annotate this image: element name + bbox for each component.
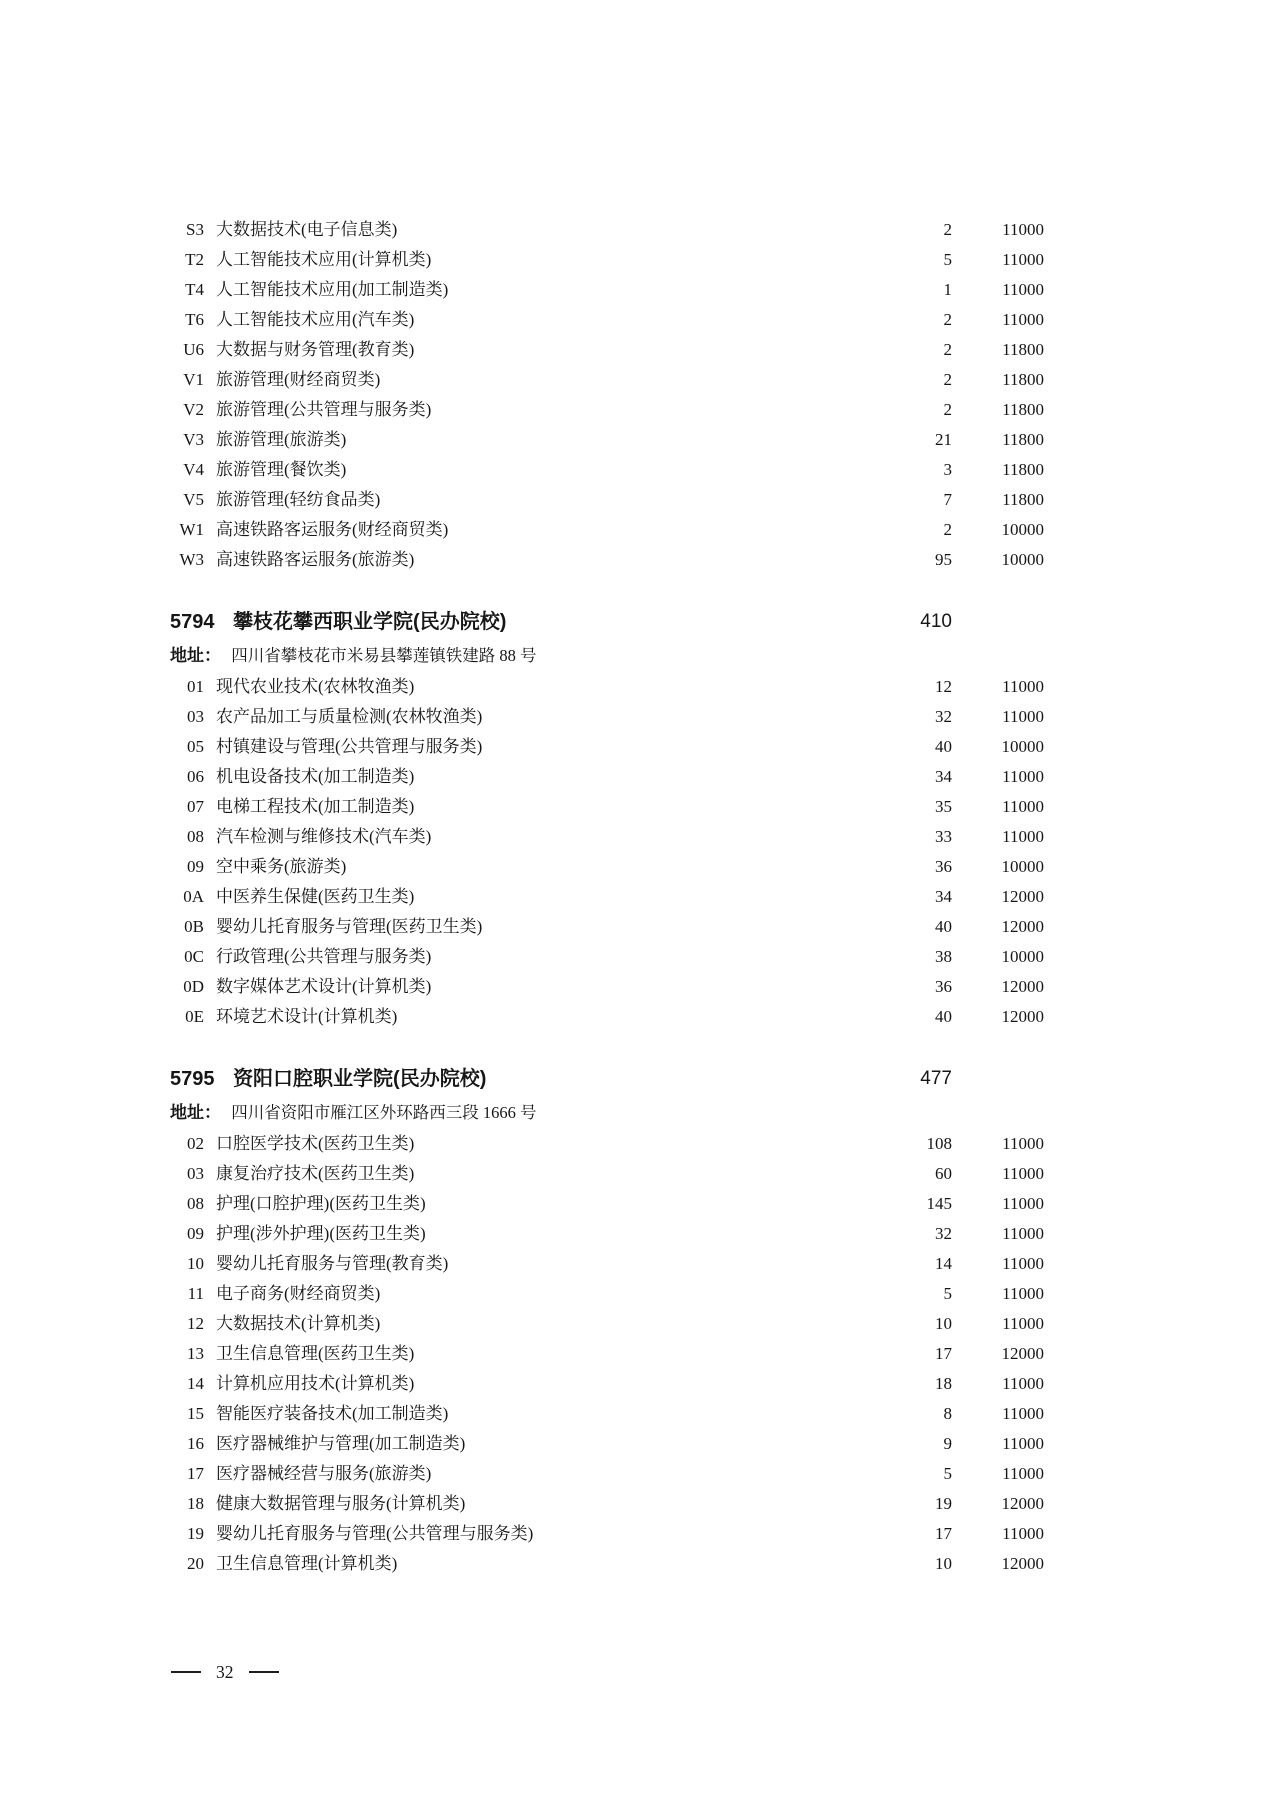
program-name: 婴幼儿托育服务与管理(教育类) bbox=[216, 1254, 449, 1273]
program-name: 护理(口腔护理)(医药卫生类) bbox=[216, 1194, 426, 1213]
program-tuition-fee: 11000 bbox=[1002, 1434, 1044, 1453]
school-code: 5795 bbox=[170, 1068, 215, 1090]
program-plan-count: 2 bbox=[943, 400, 952, 419]
program-plan-count: 3 bbox=[943, 460, 952, 479]
program-plan-count: 17 bbox=[935, 1344, 952, 1363]
program-name: 婴幼儿托育服务与管理(公共管理与服务类) bbox=[216, 1524, 534, 1543]
program-plan-count: 145 bbox=[926, 1194, 952, 1213]
program-tuition-fee: 12000 bbox=[1001, 1007, 1044, 1026]
program-name: 医疗器械维护与管理(加工制造类) bbox=[216, 1434, 466, 1453]
program-plan-count: 5 bbox=[943, 1284, 952, 1303]
program-code: 11 bbox=[187, 1284, 204, 1303]
page-footer bbox=[171, 1660, 279, 1684]
program-tuition-fee: 11000 bbox=[1002, 1194, 1044, 1213]
school-name: 资阳口腔职业学院(民办院校) bbox=[233, 1068, 487, 1090]
program-plan-count: 32 bbox=[935, 1224, 952, 1243]
header-spacer bbox=[952, 605, 1044, 639]
program-code: 07 bbox=[187, 797, 204, 816]
program-code: V2 bbox=[183, 400, 204, 419]
program-tuition-fee: 11000 bbox=[1002, 1134, 1044, 1153]
program-row bbox=[170, 672, 1044, 702]
program-code: 0B bbox=[184, 917, 204, 936]
program-name: 口腔医学技术(医药卫生类) bbox=[216, 1134, 415, 1153]
program-code: 15 bbox=[187, 1404, 204, 1423]
program-row bbox=[170, 215, 1044, 245]
program-code: 05 bbox=[187, 737, 204, 756]
program-rows bbox=[170, 215, 1044, 575]
program-code: 08 bbox=[187, 1194, 204, 1213]
program-row bbox=[170, 792, 1044, 822]
program-tuition-fee: 10000 bbox=[1001, 520, 1044, 539]
address-line bbox=[170, 1100, 1044, 1126]
program-code: 08 bbox=[187, 827, 204, 846]
program-tuition-fee: 10000 bbox=[1001, 947, 1044, 966]
program-row bbox=[170, 455, 1044, 485]
program-name: 电子商务(财经商贸类) bbox=[216, 1284, 381, 1303]
program-name: 行政管理(公共管理与服务类) bbox=[216, 947, 432, 966]
program-name: 婴幼儿托育服务与管理(医药卫生类) bbox=[216, 917, 483, 936]
school-title bbox=[170, 605, 880, 639]
program-tuition-fee: 12000 bbox=[1001, 1494, 1044, 1513]
program-plan-count: 33 bbox=[935, 827, 952, 846]
address-line bbox=[170, 643, 1044, 669]
program-name: 智能医疗装备技术(加工制造类) bbox=[216, 1404, 449, 1423]
program-plan-count: 40 bbox=[935, 917, 952, 936]
program-plan-count: 34 bbox=[935, 887, 952, 906]
program-plan-count: 21 bbox=[935, 430, 952, 449]
program-row bbox=[170, 912, 1044, 942]
program-code: 18 bbox=[187, 1494, 204, 1513]
program-code: 10 bbox=[187, 1254, 204, 1273]
program-row bbox=[170, 245, 1044, 275]
program-plan-count: 40 bbox=[935, 1007, 952, 1026]
program-code: V4 bbox=[183, 460, 204, 479]
program-code: 03 bbox=[187, 1164, 204, 1183]
program-plan-count: 10 bbox=[935, 1314, 952, 1333]
program-row bbox=[170, 1309, 1044, 1339]
program-code: 03 bbox=[187, 707, 204, 726]
program-tuition-fee: 10000 bbox=[1001, 550, 1044, 569]
program-tuition-fee: 12000 bbox=[1001, 887, 1044, 906]
program-tuition-fee: 10000 bbox=[1001, 737, 1044, 756]
program-row bbox=[170, 425, 1044, 455]
program-tuition-fee: 11000 bbox=[1002, 1314, 1044, 1333]
program-tuition-fee: 11800 bbox=[1002, 490, 1044, 509]
program-plan-count: 95 bbox=[935, 550, 952, 569]
program-name: 农产品加工与质量检测(农林牧渔类) bbox=[216, 707, 483, 726]
program-code: U6 bbox=[183, 340, 204, 359]
program-name: 汽车检测与维修技术(汽车类) bbox=[216, 827, 432, 846]
program-row bbox=[170, 1189, 1044, 1219]
program-code: 0C bbox=[184, 947, 204, 966]
program-row bbox=[170, 1279, 1044, 1309]
program-plan-count: 2 bbox=[943, 310, 952, 329]
program-plan-count: 2 bbox=[943, 340, 952, 359]
program-code: 0A bbox=[183, 887, 204, 906]
program-row bbox=[170, 732, 1044, 762]
program-name: 中医养生保健(医药卫生类) bbox=[216, 887, 415, 906]
program-plan-count: 10 bbox=[935, 1554, 952, 1573]
header-spacer bbox=[952, 1062, 1044, 1096]
program-plan-count: 38 bbox=[935, 947, 952, 966]
school-section-5794 bbox=[170, 605, 1044, 1032]
program-plan-count: 2 bbox=[943, 520, 952, 539]
program-code: T2 bbox=[185, 250, 204, 269]
program-rows bbox=[170, 672, 1044, 1032]
school-code: 5794 bbox=[170, 611, 215, 633]
program-name: 人工智能技术应用(计算机类) bbox=[216, 250, 432, 269]
program-name: 医疗器械经营与服务(旅游类) bbox=[216, 1464, 432, 1483]
program-plan-count: 36 bbox=[935, 857, 952, 876]
program-tuition-fee: 11000 bbox=[1002, 1374, 1044, 1393]
program-plan-count: 60 bbox=[935, 1164, 952, 1183]
program-row bbox=[170, 335, 1044, 365]
program-row bbox=[170, 702, 1044, 732]
school-header bbox=[170, 1062, 1044, 1096]
program-row bbox=[170, 1429, 1044, 1459]
program-tuition-fee: 11000 bbox=[1002, 1254, 1044, 1273]
program-tuition-fee: 11000 bbox=[1002, 827, 1044, 846]
program-name: 健康大数据管理与服务(计算机类) bbox=[216, 1494, 466, 1513]
program-plan-count: 9 bbox=[943, 1434, 952, 1453]
program-code: 16 bbox=[187, 1434, 204, 1453]
school-plan-total: 477 bbox=[920, 1068, 952, 1089]
program-row bbox=[170, 1519, 1044, 1549]
program-row bbox=[170, 1002, 1044, 1032]
program-tuition-fee: 11000 bbox=[1002, 767, 1044, 786]
program-code: V1 bbox=[183, 370, 204, 389]
address-value: 四川省资阳市雁江区外环路西三段 1666 号 bbox=[231, 1103, 537, 1122]
program-name: 卫生信息管理(医药卫生类) bbox=[216, 1344, 415, 1363]
program-code: W1 bbox=[179, 520, 204, 539]
program-row bbox=[170, 942, 1044, 972]
program-tuition-fee: 11000 bbox=[1002, 310, 1044, 329]
program-code: 20 bbox=[187, 1554, 204, 1573]
program-code: V5 bbox=[183, 490, 204, 509]
program-row bbox=[170, 545, 1044, 575]
program-tuition-fee: 11000 bbox=[1002, 1164, 1044, 1183]
program-tuition-fee: 12000 bbox=[1001, 1344, 1044, 1363]
address-value: 四川省攀枝花市米易县攀莲镇铁建路 88 号 bbox=[231, 646, 537, 665]
program-name: 高速铁路客运服务(旅游类) bbox=[216, 550, 415, 569]
program-tuition-fee: 10000 bbox=[1001, 857, 1044, 876]
program-rows bbox=[170, 1129, 1044, 1579]
program-tuition-fee: 11000 bbox=[1002, 707, 1044, 726]
program-plan-count: 7 bbox=[943, 490, 952, 509]
program-plan-count: 5 bbox=[943, 250, 952, 269]
program-plan-count: 2 bbox=[943, 370, 952, 389]
program-row bbox=[170, 1339, 1044, 1369]
program-code: 13 bbox=[187, 1344, 204, 1363]
school-header bbox=[170, 605, 1044, 639]
program-tuition-fee: 11800 bbox=[1002, 430, 1044, 449]
program-row bbox=[170, 485, 1044, 515]
address-label: 地址： bbox=[170, 646, 221, 665]
school-plan-total: 410 bbox=[920, 611, 952, 632]
program-plan-count: 34 bbox=[935, 767, 952, 786]
program-tuition-fee: 12000 bbox=[1001, 917, 1044, 936]
program-name: 空中乘务(旅游类) bbox=[216, 857, 347, 876]
program-name: 旅游管理(旅游类) bbox=[216, 430, 347, 449]
program-code: 0E bbox=[185, 1007, 204, 1026]
program-row bbox=[170, 822, 1044, 852]
program-row bbox=[170, 275, 1044, 305]
program-name: 旅游管理(轻纺食品类) bbox=[216, 490, 381, 509]
program-code: 09 bbox=[187, 857, 204, 876]
program-name: 大数据技术(计算机类) bbox=[216, 1314, 381, 1333]
program-list-continued bbox=[170, 215, 1044, 575]
program-row bbox=[170, 1369, 1044, 1399]
program-tuition-fee: 11000 bbox=[1002, 1464, 1044, 1483]
program-plan-count: 12 bbox=[935, 677, 952, 696]
program-plan-count: 5 bbox=[943, 1464, 952, 1483]
program-row bbox=[170, 395, 1044, 425]
program-code: 02 bbox=[187, 1134, 204, 1153]
program-plan-count: 2 bbox=[943, 220, 952, 239]
program-code: 17 bbox=[187, 1464, 204, 1483]
program-tuition-fee: 12000 bbox=[1001, 1554, 1044, 1573]
program-row bbox=[170, 1249, 1044, 1279]
program-tuition-fee: 11000 bbox=[1002, 250, 1044, 269]
program-code: 19 bbox=[187, 1524, 204, 1543]
program-row bbox=[170, 972, 1044, 1002]
program-row bbox=[170, 1549, 1044, 1579]
program-tuition-fee: 11000 bbox=[1002, 220, 1044, 239]
program-row bbox=[170, 1459, 1044, 1489]
program-code: 06 bbox=[187, 767, 204, 786]
program-code: T6 bbox=[185, 310, 204, 329]
program-row bbox=[170, 1129, 1044, 1159]
program-plan-count: 1 bbox=[943, 280, 952, 299]
program-name: 旅游管理(公共管理与服务类) bbox=[216, 400, 432, 419]
program-code: 01 bbox=[187, 677, 204, 696]
program-name: 人工智能技术应用(加工制造类) bbox=[216, 280, 449, 299]
program-plan-count: 36 bbox=[935, 977, 952, 996]
program-row bbox=[170, 515, 1044, 545]
program-code: V3 bbox=[183, 430, 204, 449]
footer-dash-right bbox=[249, 1671, 279, 1673]
address-label: 地址： bbox=[170, 1103, 221, 1122]
program-tuition-fee: 11800 bbox=[1002, 340, 1044, 359]
program-tuition-fee: 11000 bbox=[1002, 1404, 1044, 1423]
program-row bbox=[170, 762, 1044, 792]
program-name: 大数据技术(电子信息类) bbox=[216, 220, 398, 239]
program-name: 人工智能技术应用(汽车类) bbox=[216, 310, 415, 329]
program-code: S3 bbox=[186, 220, 204, 239]
footer-dash-left bbox=[171, 1671, 201, 1673]
program-code: 12 bbox=[187, 1314, 204, 1333]
program-name: 电梯工程技术(加工制造类) bbox=[216, 797, 415, 816]
program-tuition-fee: 11800 bbox=[1002, 400, 1044, 419]
program-code: 14 bbox=[187, 1374, 204, 1393]
school-name: 攀枝花攀西职业学院(民办院校) bbox=[233, 611, 507, 633]
program-code: 09 bbox=[187, 1224, 204, 1243]
program-plan-count: 35 bbox=[935, 797, 952, 816]
program-row bbox=[170, 1399, 1044, 1429]
program-plan-count: 40 bbox=[935, 737, 952, 756]
program-plan-count: 19 bbox=[935, 1494, 952, 1513]
program-tuition-fee: 11000 bbox=[1002, 1524, 1044, 1543]
program-row bbox=[170, 305, 1044, 335]
program-row bbox=[170, 1159, 1044, 1189]
program-plan-count: 14 bbox=[935, 1254, 952, 1273]
program-plan-count: 18 bbox=[935, 1374, 952, 1393]
program-tuition-fee: 11000 bbox=[1002, 1224, 1044, 1243]
program-row bbox=[170, 852, 1044, 882]
program-tuition-fee: 11000 bbox=[1002, 797, 1044, 816]
program-tuition-fee: 11000 bbox=[1002, 280, 1044, 299]
program-plan-count: 8 bbox=[943, 1404, 952, 1423]
program-name: 旅游管理(财经商贸类) bbox=[216, 370, 381, 389]
program-tuition-fee: 12000 bbox=[1001, 977, 1044, 996]
program-name: 现代农业技术(农林牧渔类) bbox=[216, 677, 415, 696]
program-name: 康复治疗技术(医药卫生类) bbox=[216, 1164, 415, 1183]
program-name: 村镇建设与管理(公共管理与服务类) bbox=[216, 737, 483, 756]
program-name: 数字媒体艺术设计(计算机类) bbox=[216, 977, 432, 996]
program-name: 计算机应用技术(计算机类) bbox=[216, 1374, 415, 1393]
program-name: 高速铁路客运服务(财经商贸类) bbox=[216, 520, 449, 539]
program-name: 卫生信息管理(计算机类) bbox=[216, 1554, 398, 1573]
program-row bbox=[170, 1489, 1044, 1519]
program-plan-count: 108 bbox=[926, 1134, 952, 1153]
page-number: 32 bbox=[216, 1662, 234, 1682]
page-content bbox=[170, 215, 1044, 1579]
program-name: 环境艺术设计(计算机类) bbox=[216, 1007, 398, 1026]
program-tuition-fee: 11800 bbox=[1002, 460, 1044, 479]
program-tuition-fee: 11000 bbox=[1002, 677, 1044, 696]
program-row bbox=[170, 365, 1044, 395]
program-code: 0D bbox=[183, 977, 204, 996]
program-name: 护理(涉外护理)(医药卫生类) bbox=[216, 1224, 426, 1243]
program-plan-count: 32 bbox=[935, 707, 952, 726]
program-row bbox=[170, 882, 1044, 912]
program-tuition-fee: 11000 bbox=[1002, 1284, 1044, 1303]
program-code: W3 bbox=[179, 550, 204, 569]
program-plan-count: 17 bbox=[935, 1524, 952, 1543]
program-row bbox=[170, 1219, 1044, 1249]
program-code: T4 bbox=[185, 280, 204, 299]
program-name: 大数据与财务管理(教育类) bbox=[216, 340, 415, 359]
program-tuition-fee: 11800 bbox=[1002, 370, 1044, 389]
program-name: 机电设备技术(加工制造类) bbox=[216, 767, 415, 786]
school-title bbox=[170, 1062, 880, 1096]
program-name: 旅游管理(餐饮类) bbox=[216, 460, 347, 479]
school-section-5795 bbox=[170, 1062, 1044, 1579]
